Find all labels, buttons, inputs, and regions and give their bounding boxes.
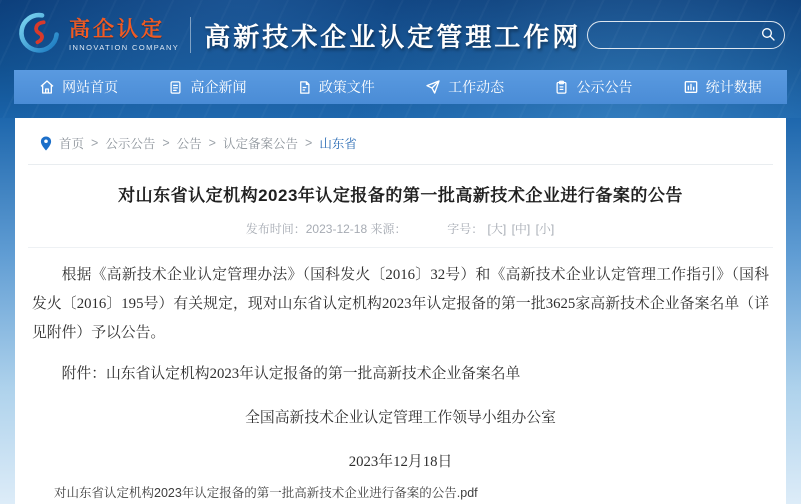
nav-label: 公示公告: [576, 79, 633, 95]
breadcrumb-home[interactable]: 首页: [59, 137, 85, 151]
article-meta: [28, 220, 773, 237]
breadcrumb-current-shandong: 山东省: [319, 137, 357, 151]
attachment-line: 附件：山东省认定机构2023年认定报备的第一批高新技术企业备案名单: [61, 366, 521, 382]
breadcrumb-notice[interactable]: 公告: [176, 137, 202, 151]
meta-divider: [28, 247, 773, 248]
nav-label: 统计数据: [705, 79, 762, 95]
policy-doc-icon: [297, 80, 312, 95]
site-logo[interactable]: [16, 10, 179, 61]
news-doc-icon: [168, 80, 183, 95]
publish-date: 2023-12-18: [305, 222, 368, 236]
breadcrumb-separator: >: [208, 136, 216, 150]
top-header: [0, 0, 801, 70]
bar-chart-icon: [683, 79, 699, 95]
content-panel: [15, 118, 786, 504]
logo-subtitle: INNOVATION COMPANY: [69, 42, 180, 52]
page-background: [0, 118, 801, 504]
clipboard-icon: [554, 80, 569, 95]
nav-item-statistics[interactable]: [683, 77, 762, 97]
breadcrumb-separator: >: [91, 136, 99, 150]
header-divider: [190, 17, 191, 53]
nav-label: 网站首页: [62, 79, 119, 95]
attachment-pdf-link[interactable]: 对山东省认定机构2023年认定报备的第一批高新技术企业进行备案的公告.pdf: [54, 485, 478, 500]
nav-item-dynamics[interactable]: [425, 77, 504, 97]
nav-item-announcements[interactable]: [554, 77, 632, 97]
fontsize-medium-button[interactable]: [中]: [511, 222, 531, 236]
signature-date: 2023年12月18日: [348, 453, 453, 470]
main-nav: [14, 70, 787, 104]
nav-label: 工作动态: [448, 79, 505, 95]
signature-organization: 全国高新技术企业认定管理工作领导小组办公室: [245, 410, 556, 426]
article-body: [28, 261, 773, 477]
fontsize-small-button[interactable]: [小]: [535, 222, 555, 236]
nav-label: 政策文件: [318, 79, 375, 95]
article-paragraph: 根据《高新技术企业认定管理办法》（国科发火〔2016〕32号）和《高新技术企业认定管理工作指引》（国科发火〔2016〕195号）有关规定，现对山东省认定机构2023年认定报备的第一批3625家高新技术企业备案名单（详见附件）予以公告。: [32, 267, 769, 341]
location-pin-icon: [40, 136, 52, 151]
home-icon: [39, 79, 55, 95]
publish-time-label: 发布时间：: [245, 222, 306, 236]
header-search: [587, 21, 785, 49]
nav-label: 高企新闻: [190, 79, 247, 95]
source-label: 来源：: [370, 222, 407, 236]
nav-item-policy[interactable]: [297, 77, 375, 97]
fontsize-large-button[interactable]: [大]: [487, 222, 507, 236]
breadcrumb-filing-notices[interactable]: 认定备案公告: [222, 137, 298, 151]
paper-plane-icon: [425, 79, 441, 95]
search-icon: [760, 26, 776, 45]
article-title: 对山东省认定机构2023年认定报备的第一批高新技术企业进行备案的公告: [118, 186, 683, 205]
search-button[interactable]: [760, 26, 784, 45]
breadcrumb-divider: [28, 164, 773, 165]
logo-text: [69, 19, 179, 52]
breadcrumb-separator: >: [305, 136, 313, 150]
breadcrumb-separator: >: [162, 136, 170, 150]
logo-title: 高企认定: [69, 17, 165, 41]
site-title: 高新技术企业认定管理工作网: [204, 21, 582, 52]
logo-swirl-icon: [16, 10, 62, 61]
breadcrumb: [28, 118, 773, 152]
breadcrumb-announcements[interactable]: 公示公告: [105, 137, 156, 151]
nav-item-news[interactable]: [168, 77, 246, 97]
search-input[interactable]: [588, 28, 760, 42]
header: [0, 0, 801, 118]
fontsize-label: 字号：: [447, 222, 484, 236]
nav-item-home[interactable]: [39, 77, 118, 97]
